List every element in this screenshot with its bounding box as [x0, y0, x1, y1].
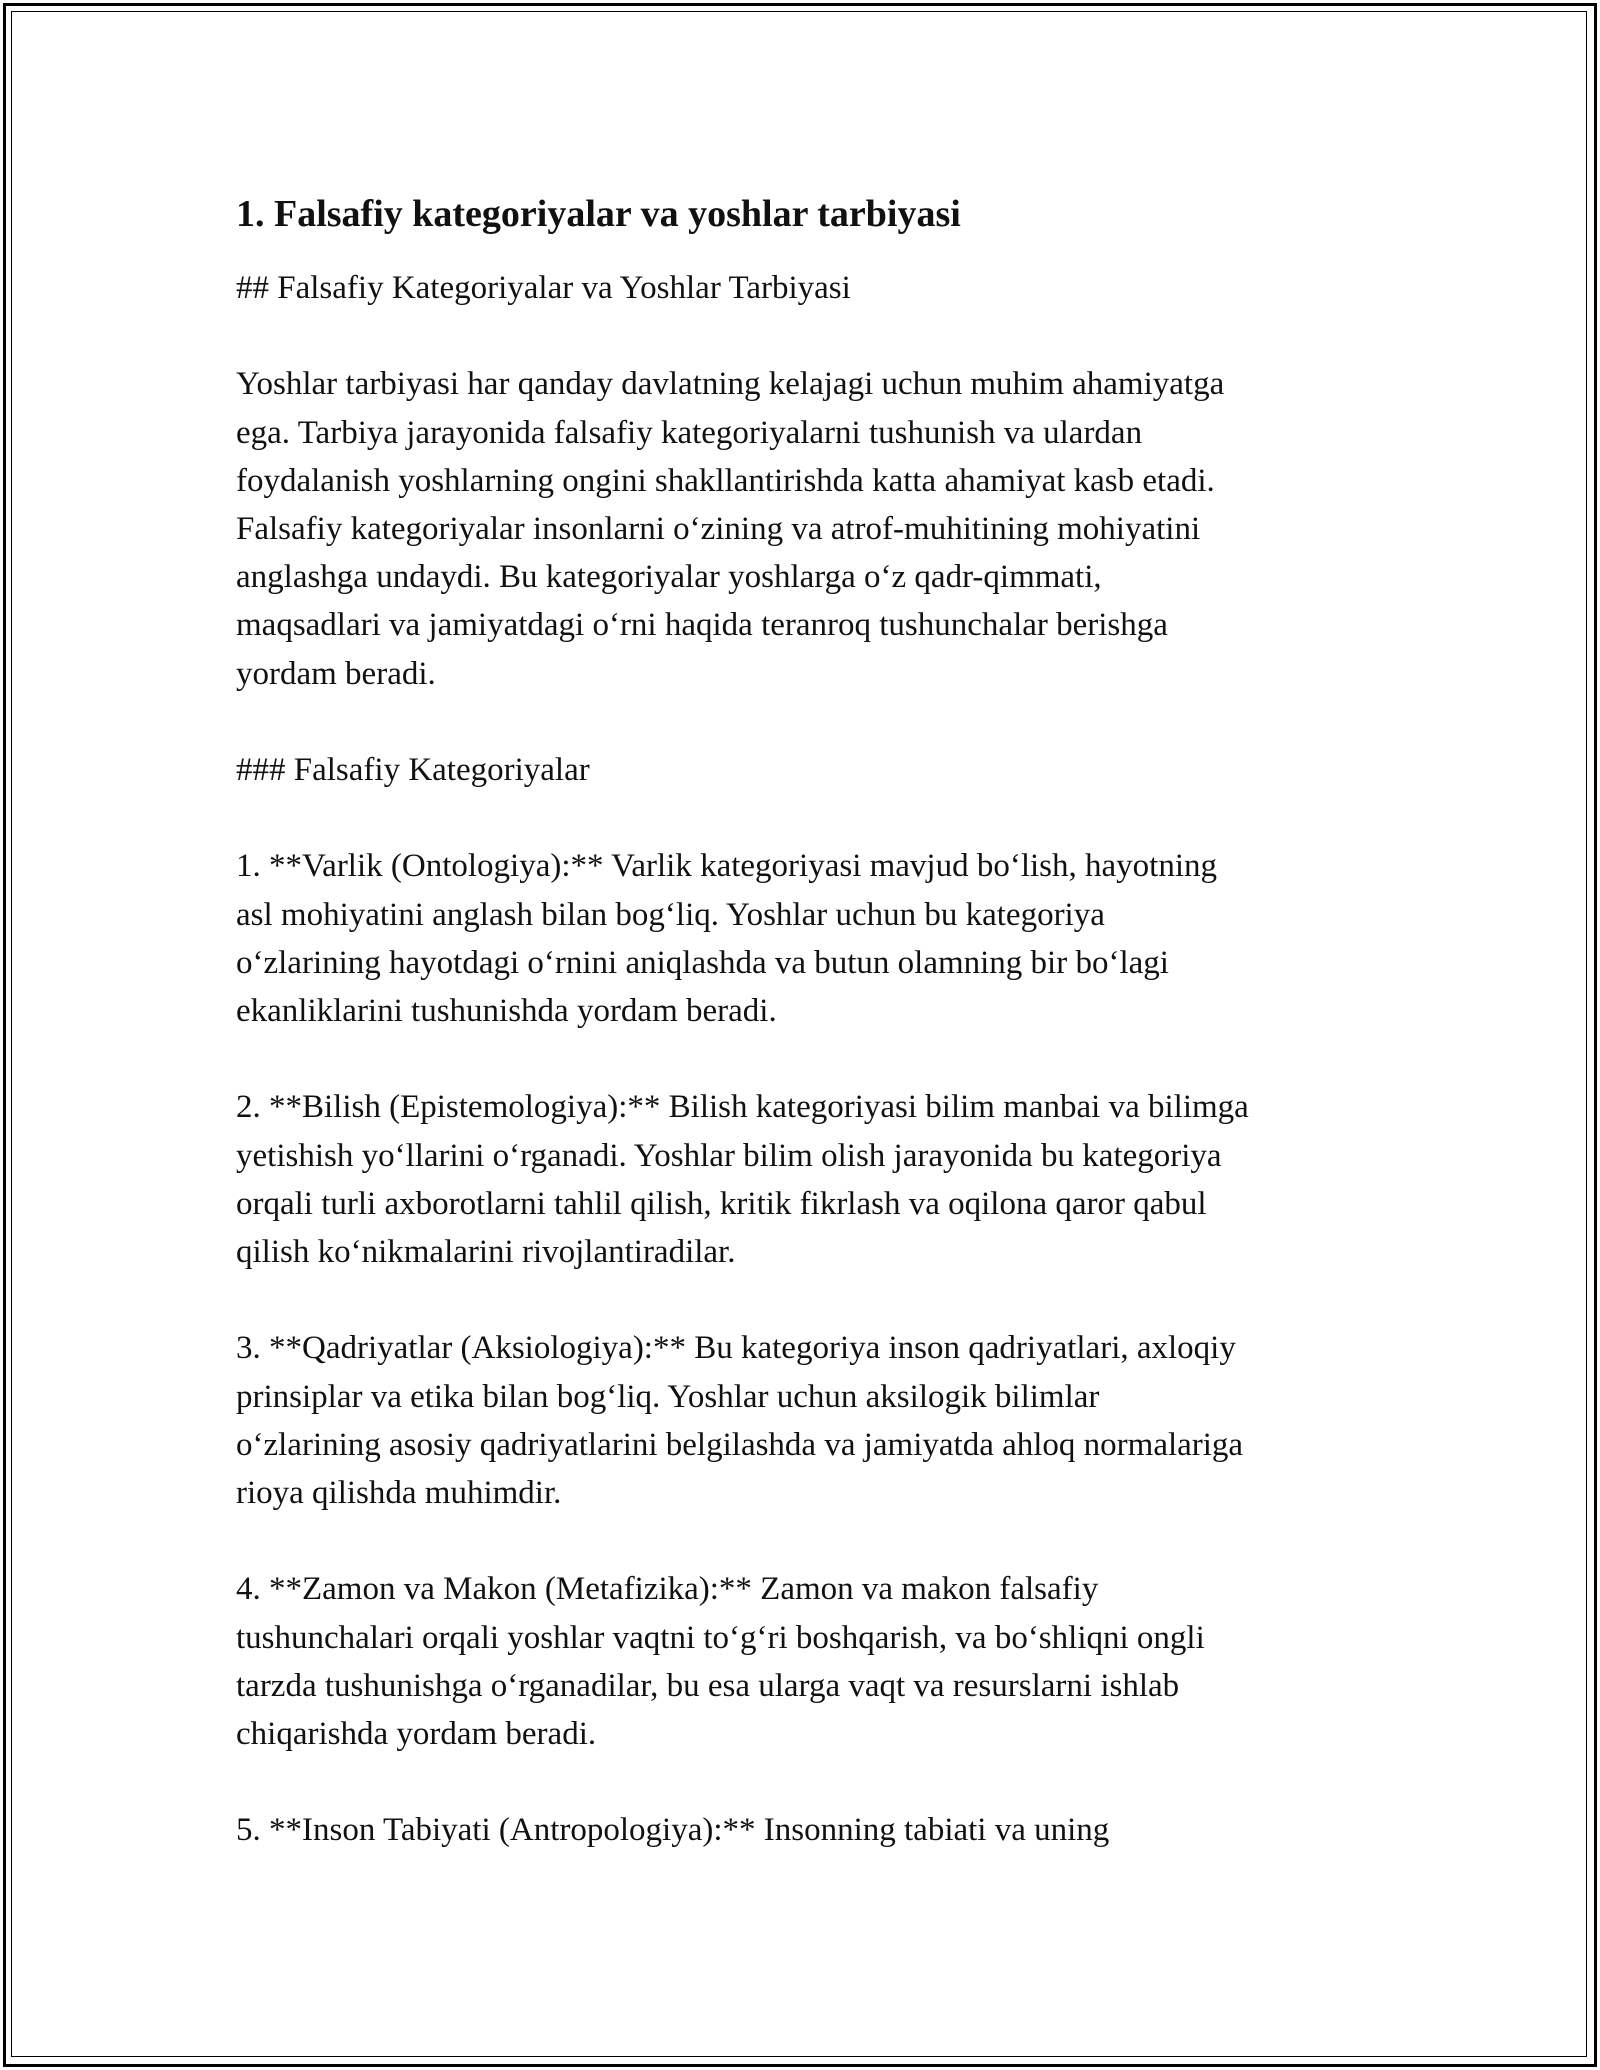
- paragraph-gap: [236, 1517, 1376, 1565]
- list-item-line: asl mohiyatini anglash bilan bog‘liq. Yoshlar uchun bu kategoriya: [236, 896, 1105, 933]
- intro-line: Falsafiy kategoriyalar insonlarni o‘zining va atrof-muhitining mohiyatini: [236, 511, 1201, 547]
- intro-line: anglashga undaydi. Bu kategoriyalar yoshlarga o‘z qadr-qimmati,: [236, 559, 1102, 596]
- heading-3: ### Falsafiy Kategoriyalar: [236, 752, 590, 788]
- paragraph-gap: [236, 698, 1376, 746]
- list-item-line: yetishish yo‘llarini o‘rganadi. Yoshlar bilim olish jarayonida bu kategoriya: [236, 1137, 1222, 1174]
- list-item-line: tushunchalari orqali yoshlar vaqtni to‘g‘ri boshqarish, va bo‘shliqni ongli: [236, 1619, 1205, 1656]
- intro-paragraph: [236, 360, 1376, 697]
- intro-line: yordam beradi.: [236, 655, 436, 692]
- intro-line: ega. Tarbiya jarayonida falsafiy kategoriyalarni tushunish va ulardan: [236, 414, 1143, 451]
- list-item-line: prinsiplar va etika bilan bog‘liq. Yoshlar uchun aksilogik bilimlar: [236, 1378, 1100, 1415]
- list-item-line: o‘zlarining hayotdagi o‘rnini aniqlashda va butun olamning bir bo‘lagi: [236, 944, 1169, 981]
- list-item-antropologiya: [236, 1806, 1376, 1854]
- document-page: [236, 190, 1376, 1855]
- paragraph-gap: [236, 794, 1376, 842]
- list-item-metafizika: [236, 1565, 1376, 1758]
- list-item-line: 5. **Inson Tabiyati (Antropologiya):** Insonning tabiati va uning: [236, 1812, 1110, 1849]
- paragraph-gap: [236, 1758, 1376, 1806]
- paragraph-gap: [236, 1035, 1376, 1083]
- heading-2: ## Falsafiy Kategoriyalar va Yoshlar Tarbiyasi: [236, 270, 851, 306]
- list-item-ontologiya: [236, 842, 1376, 1035]
- list-item-line: rioya qilishda muhimdir.: [236, 1475, 562, 1511]
- list-item-line: orqali turli axborotlarni tahlil qilish, kritik fikrlash va oqilona qaror qabul: [236, 1185, 1207, 1222]
- subsection-heading: [236, 746, 1376, 794]
- paragraph-gap: [236, 312, 1376, 360]
- intro-line: Yoshlar tarbiyasi har qanday davlatning kelajagi uchun muhim ahamiyatga: [236, 366, 1225, 403]
- list-item-line: 3. **Qadriyatlar (Aksiologiya):** Bu kategoriya inson qadriyatlari, axloqiy: [236, 1330, 1236, 1367]
- list-item-line: 2. **Bilish (Epistemologiya):** Bilish kategoriyasi bilim manbai va bilimga: [236, 1089, 1249, 1126]
- intro-line: maqsadlari va jamiyatdagi o‘rni haqida teranroq tushunchalar berishga: [236, 607, 1168, 644]
- list-item-line: chiqarishda yordam beradi.: [236, 1716, 597, 1752]
- list-item-line: o‘zlarining asosiy qadriyatlarini belgilashda va jamiyatda ahloq normalariga: [236, 1426, 1244, 1463]
- section-heading: [236, 264, 1376, 312]
- document-title: 1. Falsafiy kategoriyalar va yoshlar tarbiyasi: [236, 193, 961, 235]
- list-item-aksiologiya: [236, 1324, 1376, 1517]
- list-item-line: ekanliklarini tushunishda yordam beradi.: [236, 993, 777, 1029]
- intro-line: foydalanish yoshlarning ongini shakllantirishda katta ahamiyat kasb etadi.: [236, 462, 1215, 499]
- list-item-line: qilish ko‘nikmalarini rivojlantiradilar.: [236, 1234, 736, 1270]
- list-item-line: tarzda tushunishga o‘rganadilar, bu esa ularga vaqt va resurslarni ishlab: [236, 1667, 1180, 1704]
- list-item-line: 1. **Varlik (Ontologiya):** Varlik kategoriyasi mavjud bo‘lish, hayotning: [236, 848, 1217, 885]
- list-item-line: 4. **Zamon va Makon (Metafizika):** Zamon va makon falsafiy: [236, 1571, 1099, 1608]
- list-item-epistemologiya: [236, 1083, 1376, 1276]
- paragraph-gap: [236, 1276, 1376, 1324]
